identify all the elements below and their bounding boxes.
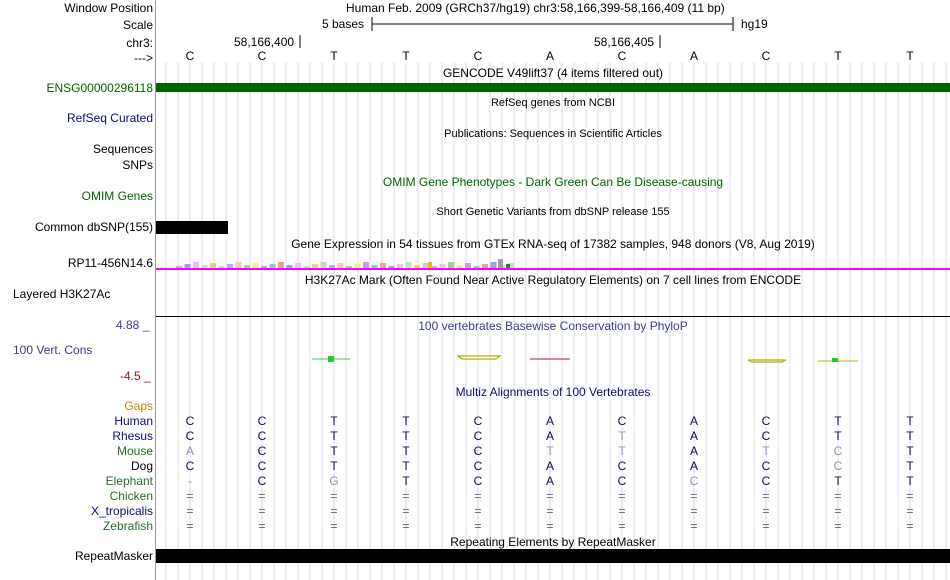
alignment-base: T [618, 429, 626, 443]
alignment-base: = [762, 489, 770, 503]
chrom-label: chr3: [126, 36, 153, 50]
base-letter: T [906, 49, 914, 63]
base-letter: A [545, 49, 554, 63]
h3k27ac-track-title[interactable]: H3K27Ac Mark (Often Found Near Active Regulatory Elements) on 7 cell lines from ENCODE [304, 273, 802, 287]
alignment-base: = [330, 519, 338, 533]
alignment-base: C [257, 459, 267, 473]
gtex-track-title[interactable]: Gene Expression in 54 tissues from GTEx RNA-seq of 17382 samples, 948 donors (V8, Aug 2019) [291, 237, 815, 251]
alignment-base: T [906, 414, 914, 428]
alignment-base: = [186, 519, 194, 533]
alignment-base: T [906, 459, 914, 473]
alignment-base: = [474, 519, 482, 533]
species-label-x_tropicalis[interactable]: X_tropicalis [90, 504, 153, 518]
alignment-base: C [185, 414, 195, 428]
position-tick-2: 58,166,405 [594, 35, 655, 49]
alignment-base: C [761, 429, 771, 443]
alignment-base: C [257, 414, 267, 428]
alignment-base: A [689, 429, 698, 443]
base-letter: T [330, 49, 338, 63]
alignment-base: A [689, 459, 698, 473]
phylop-mark [748, 360, 786, 362]
alignment-base: = [690, 519, 698, 533]
alignment-base: T [402, 429, 410, 443]
alignment-base: T [906, 444, 914, 458]
window-position-label: Window Position [64, 1, 153, 15]
alignment-base: T [330, 429, 338, 443]
alignment-base: = [690, 489, 698, 503]
alignment-base: T [906, 429, 914, 443]
alignment-base: = [618, 519, 626, 533]
alignment-base: A [689, 444, 698, 458]
alignment-base: C [473, 444, 483, 458]
alignment-base: C [761, 459, 771, 473]
alignment-base: T [330, 444, 338, 458]
dbsnp-variant-bar[interactable] [156, 221, 228, 234]
alignment-base: = [474, 489, 482, 503]
alignment-base: = [834, 489, 842, 503]
sequences-label[interactable]: Sequences [92, 142, 153, 156]
base-letter: C [761, 49, 771, 63]
alignment-base: = [258, 489, 266, 503]
gencode-gene-bar[interactable] [156, 83, 950, 92]
species-label-chicken[interactable]: Chicken [109, 489, 153, 503]
alignment-base: A [545, 429, 554, 443]
strand-label: ---> [134, 51, 153, 65]
base-letter: C [473, 49, 483, 63]
phylop-max-label: 4.88 _ [116, 318, 150, 332]
alignment-base: = [906, 489, 914, 503]
alignment-base: T [402, 459, 410, 473]
alignment-base: C [473, 429, 483, 443]
snps-label[interactable]: SNPs [122, 158, 153, 172]
alignment-base: - [188, 474, 192, 488]
gtex-gene-label[interactable]: RP11-456N14.6 [67, 256, 153, 270]
alignment-base: C [473, 474, 483, 488]
phylop-mark [328, 356, 334, 362]
alignment-base: = [402, 489, 410, 503]
alignment-base: T [762, 444, 770, 458]
alignment-base: = [762, 519, 770, 533]
alignment-base: = [546, 489, 554, 503]
species-label-zebrafish[interactable]: Zebrafish [102, 519, 153, 533]
dbsnp-track-label[interactable]: Common dbSNP(155) [34, 220, 153, 234]
alignment-base: = [546, 519, 554, 533]
species-label-rhesus[interactable]: Rhesus [112, 429, 153, 443]
alignment-base: T [402, 414, 410, 428]
alignment-base: A [545, 474, 554, 488]
alignment-base: A [545, 414, 554, 428]
alignment-base: C [617, 414, 627, 428]
alignment-base: C [473, 459, 483, 473]
gtex-gene-line[interactable] [156, 268, 950, 270]
alignment-base: = [258, 519, 266, 533]
alignment-base: T [618, 444, 626, 458]
gtex-expression-bar [498, 259, 503, 268]
alignment-base: C [185, 459, 195, 473]
scale-value: 5 bases [322, 17, 365, 31]
alignment-base: = [186, 504, 194, 518]
alignment-base: C [833, 444, 843, 458]
omim-track-label[interactable]: OMIM Genes [81, 189, 153, 203]
gencode-item-label[interactable]: ENSG00000296118 [46, 81, 153, 95]
alignment-base: T [546, 444, 554, 458]
alignment-base: = [906, 519, 914, 533]
h3k27ac-baseline [156, 316, 950, 317]
alignment-base: T [402, 474, 410, 488]
alignment-base: = [906, 504, 914, 518]
base-letter: C [185, 49, 195, 63]
base-letter: A [689, 49, 698, 63]
phylop-mark [458, 356, 500, 359]
alignment-base: = [186, 489, 194, 503]
alignment-base: G [329, 474, 339, 488]
alignment-base: C [689, 474, 699, 488]
dbsnp-track-title[interactable]: Short Genetic Variants from dbSNP release 155 [436, 206, 670, 218]
alignment-base: = [402, 519, 410, 533]
alignment-base: = [546, 504, 554, 518]
species-label-dog[interactable]: Dog [130, 459, 153, 473]
alignment-base: A [185, 444, 194, 458]
alignment-base: T [834, 474, 842, 488]
position-tick-1: 58,166,400 [234, 35, 295, 49]
species-label-human[interactable]: Human [114, 414, 153, 428]
base-letter: C [617, 49, 627, 63]
alignment-base: = [834, 504, 842, 518]
base-letter: T [834, 49, 842, 63]
alignment-base: C [257, 429, 267, 443]
phylop-track-label[interactable]: 100 Vert. Cons [13, 343, 93, 357]
gencode-track-title[interactable]: GENCODE V49lift37 (4 items filtered out) [442, 66, 664, 80]
alignment-base: T [330, 414, 338, 428]
alignment-base: T [834, 414, 842, 428]
alignment-base: C [257, 474, 267, 488]
alignment-base: C [617, 474, 627, 488]
alignment-base: = [402, 504, 410, 518]
repeatmasker-bar[interactable] [156, 549, 950, 563]
species-label-elephant[interactable]: Elephant [105, 474, 153, 488]
refseq-track-label[interactable]: RefSeq Curated [66, 111, 153, 125]
alignment-base: C [833, 459, 843, 473]
gaps-label[interactable]: Gaps [124, 399, 153, 413]
base-letter: C [257, 49, 267, 63]
phylop-min-label: -4.5 _ [120, 369, 151, 383]
omim-track-title[interactable]: OMIM Gene Phenotypes - Dark Green Can Be Disease-causing [382, 175, 724, 189]
publications-track-title[interactable]: Publications: Sequences in Scientific Articles [444, 128, 662, 140]
alignment-base: T [330, 459, 338, 473]
alignment-base: = [762, 504, 770, 518]
scale-label: Scale [122, 18, 153, 32]
alignment-base: C [473, 414, 483, 428]
alignment-base: C [257, 444, 267, 458]
alignment-base: = [618, 504, 626, 518]
refseq-track-title[interactable]: RefSeq genes from NCBI [490, 97, 616, 109]
phylop-track-title[interactable]: 100 vertebrates Basewise Conservation by PhyloP [418, 319, 688, 333]
alignment-base: C [617, 459, 627, 473]
alignment-base: = [474, 504, 482, 518]
alignment-base: T [834, 429, 842, 443]
window-position-value: Human Feb. 2009 (GRCh37/hg19) chr3:58,166,399-58,166,409 (11 bp) [346, 1, 725, 15]
alignment-base: = [618, 489, 626, 503]
multiz-track-title[interactable]: Multiz Alignments of 100 Vertebrates [455, 385, 651, 399]
alignment-base: = [690, 504, 698, 518]
phylop-mark [832, 358, 838, 362]
alignment-base: = [834, 519, 842, 533]
species-label-mouse[interactable]: Mouse [116, 444, 153, 458]
alignment-base: = [330, 489, 338, 503]
alignment-base: A [689, 414, 698, 428]
alignment-base: A [545, 459, 554, 473]
alignment-base: C [761, 414, 771, 428]
alignment-base: C [185, 429, 195, 443]
base-letter: T [402, 49, 410, 63]
alignment-base: = [258, 504, 266, 518]
alignment-base: T [906, 474, 914, 488]
repeatmasker-track-title[interactable]: Repeating Elements by RepeatMasker [450, 535, 656, 549]
repeatmasker-track-label[interactable]: RepeatMasker [74, 549, 153, 563]
assembly-label: hg19 [741, 17, 768, 31]
h3k27ac-track-label[interactable]: Layered H3K27Ac [13, 287, 111, 301]
alignment-base: C [761, 474, 771, 488]
alignment-base: = [330, 504, 338, 518]
alignment-base: T [402, 444, 410, 458]
